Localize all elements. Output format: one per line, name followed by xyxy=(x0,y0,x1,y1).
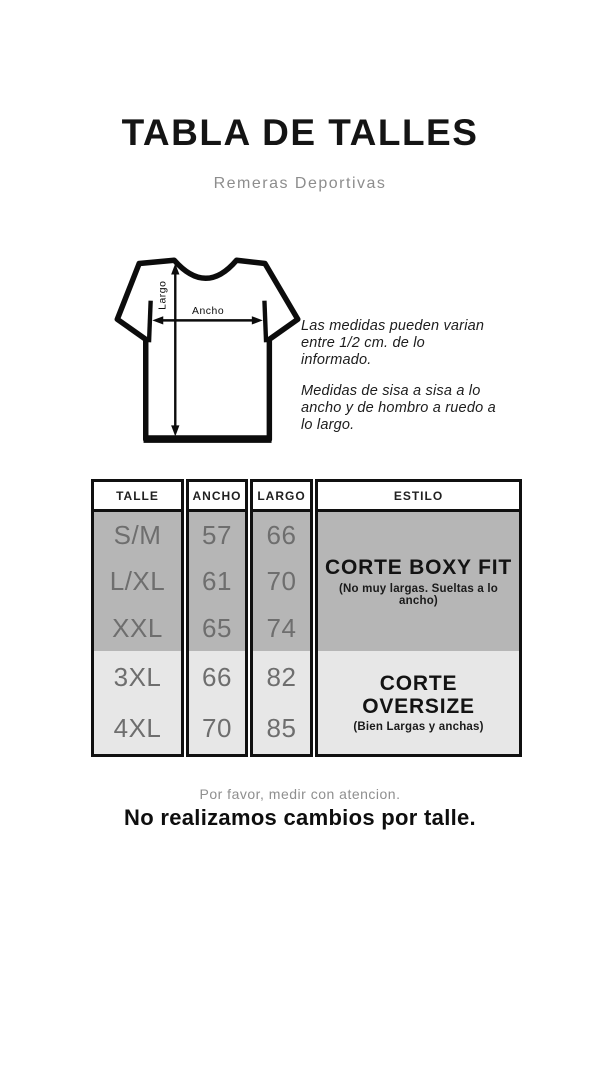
length-arrow-label: Largo xyxy=(157,280,169,310)
table-cell-ancho: 65 xyxy=(202,612,232,643)
footer-no-exchanges: No realizamos cambios por talle. xyxy=(124,805,476,830)
ancho-section-boxy xyxy=(189,512,245,651)
table-cell-ancho: 57 xyxy=(202,520,232,551)
table-cell-ancho: 61 xyxy=(202,566,232,597)
size-table-column-talle xyxy=(91,479,184,757)
left-seam-line xyxy=(149,301,151,343)
table-cell-largo: 70 xyxy=(266,566,297,597)
page-title: TABLA DE TALLES xyxy=(121,112,479,153)
measurement-notes xyxy=(301,318,497,434)
style-note-oversize: (Bien Largas y anchas) xyxy=(353,721,484,734)
table-cell-talle: 3XL xyxy=(113,661,162,692)
column-header-estilo: ESTILO xyxy=(318,482,519,512)
table-cell-ancho: 66 xyxy=(202,661,232,692)
style-note-boxy-fit: (No muy largas. Sueltas a lo ancho) xyxy=(339,582,498,607)
tshirt-outline xyxy=(117,260,297,439)
measurement-note-1: Las medidas pueden varian entre 1/2 cm. de lo informado. xyxy=(301,318,485,368)
footer-measure-warning: Por favor, medir con atencion. xyxy=(199,786,401,802)
talle-section-boxy xyxy=(94,512,181,651)
size-table-column-ancho xyxy=(186,479,248,757)
size-table-column-largo xyxy=(250,479,313,757)
style-name-boxy-fit: CORTE BOXY FIT xyxy=(325,556,512,580)
table-cell-talle: L/XL xyxy=(109,566,166,597)
column-header-talle: TALLE xyxy=(94,482,181,512)
style-cell-boxy-fit xyxy=(318,512,519,651)
table-cell-talle: XXL xyxy=(112,612,163,643)
table-cell-ancho: 70 xyxy=(202,713,232,744)
style-name-oversize: CORTE OVERSIZE xyxy=(362,671,475,718)
width-arrow-label: Ancho xyxy=(192,305,225,317)
table-cell-largo: 85 xyxy=(266,713,297,744)
column-header-ancho: ANCHO xyxy=(189,482,245,512)
footer-note xyxy=(0,786,600,831)
table-cell-largo: 66 xyxy=(266,520,297,551)
tshirt-measure-diagram xyxy=(112,246,302,444)
table-cell-largo: 74 xyxy=(266,612,297,643)
size-table-column-estilo xyxy=(315,479,522,757)
ancho-section-oversize xyxy=(189,651,245,754)
page-subtitle: Remeras Deportivas xyxy=(213,175,387,192)
right-seam-line xyxy=(264,301,266,343)
column-header-largo: LARGO xyxy=(253,482,310,512)
largo-section-oversize xyxy=(253,651,310,754)
style-cell-oversize xyxy=(318,651,519,754)
table-cell-largo: 82 xyxy=(266,661,297,692)
table-cell-talle: S/M xyxy=(113,520,162,551)
talle-section-oversize xyxy=(94,651,181,754)
table-cell-talle: 4XL xyxy=(113,713,162,744)
size-table xyxy=(91,479,522,757)
measurement-note-2: Medidas de sisa a sisa a lo ancho y de hombro a ruedo a lo largo. xyxy=(301,383,496,433)
largo-section-boxy xyxy=(253,512,310,651)
